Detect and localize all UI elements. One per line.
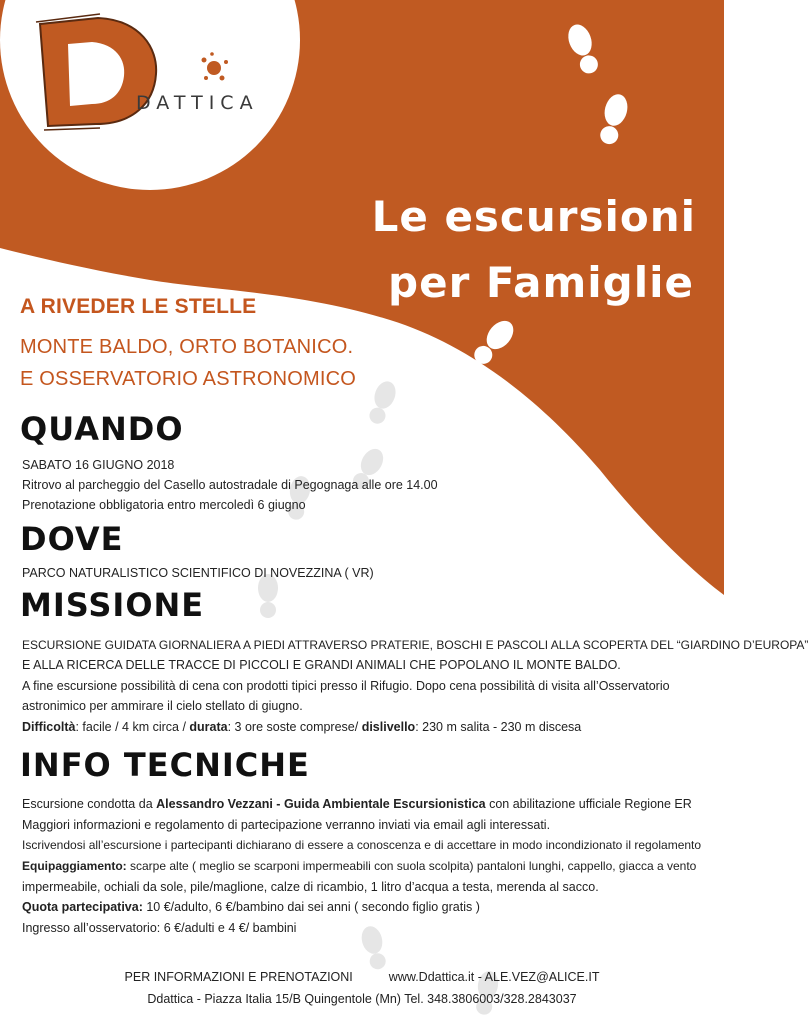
missione-line: ESCURSIONE GUIDATA GIORNALIERA A PIEDI ATTRAVERSO PRATERIE, BOSCHI E PASCOLI ALLA SCOPERTA DEL “GIARDINO D’EUROPA” [22,638,808,652]
event-subtitle-line2: E OSSERVATORIO ASTRONOMICO [20,368,357,390]
missione-line: A fine escursione possibilità di cena con prodotti tipici presso il Rifugio. Dopo cena possibilità di visita all’Osservatorio [22,679,670,693]
quando-heading: QUANDO [20,410,184,448]
footer-contacts: www.Ddattica.it - ALE.VEZ@ALICE.IT [388,970,600,984]
guide-prefix: Escursione condotta da [22,797,157,811]
guide-suffix: con abilitazione ufficiale Regione ER [485,797,692,811]
footer-label: PER INFORMAZIONI E PRENOTAZIONI [124,970,353,984]
missione-heading: MISSIONE [20,586,205,624]
event-subtitle-line1: MONTE BALDO, ORTO BOTANICO. [20,336,354,358]
equip-value: scarpe alte ( meglio se scarponi impermeabili con suola scolpita) pantaloni lunghi, cappello, giacca a vento [126,859,697,873]
missione-line: E ALLA RICERCA DELLE TRACCE DI PICCOLI E GRANDI ANIMALI CHE POPOLANO IL MONTE BALDO. [22,658,621,672]
dove-heading: DOVE [20,520,124,558]
info-line: Ingresso all’osservatorio: 6 €/adulti e 4 €/ bambini [22,921,297,935]
durata-value: : 3 ore soste comprese/ [227,720,362,734]
equip-label: Equipaggiamento: [22,859,127,873]
quando-line: Ritrovo al parcheggio del Casello autostradale di Pegognaga alle ore 14.00 [22,478,438,492]
guide-name: Alessandro Vezzani - Guida Ambientale Escursionistica [156,797,486,811]
dislivello-value: : 230 m salita - 230 m discesa [415,720,582,734]
difficolta-label: Difficoltà [22,720,76,734]
quando-line: SABATO 16 GIUGNO 2018 [22,458,175,472]
info-quota-line [22,900,480,914]
logo-wordmark: DATTICA [136,92,259,114]
durata-label: durata [189,720,228,734]
info-heading: INFO TECNICHE [20,746,310,784]
main-title-line2: per Famiglie [388,258,694,307]
missione-specs [22,720,581,734]
event-title: A RIVEDER LE STELLE [20,295,257,318]
quota-label: Quota partecipativa: [22,900,143,914]
dislivello-label: dislivello [361,720,416,734]
dove-line: PARCO NATURALISTICO SCIENTIFICO DI NOVEZZINA ( VR) [22,566,374,580]
footer-address: Ddattica - Piazza Italia 15/B Quingentole (Mn) Tel. 348.3806003/328.2843037 [147,992,577,1006]
main-title-line1: Le escursioni [371,192,696,241]
info-equip-line [22,859,696,873]
info-guide-line [22,797,692,811]
quota-value: 10 €/adulto, 6 €/bambino dai sei anni ( secondo figlio gratis ) [142,900,480,914]
info-line: Maggiori informazioni e regolamento di partecipazione verranno inviati via email agli interessati. [22,818,551,832]
missione-line: astronimico per ammirare il cielo stellato di giugno. [22,699,303,713]
info-line: impermeabile, ochiali da sole, pile/maglione, calze di ricambio, 1 litro d’acqua a testa, merenda al sacco. [22,880,599,894]
footer-contacts-line [0,970,724,984]
difficolta-value: : facile / 4 km circa / [75,720,190,734]
info-line: Iscrivendosi all’escursione i partecipanti dichiarano di essere a conoscenza e di accettare in modo incondizionato il regolamento [22,838,702,852]
quando-line: Prenotazione obbligatoria entro mercoledì 6 giugno [22,498,306,512]
